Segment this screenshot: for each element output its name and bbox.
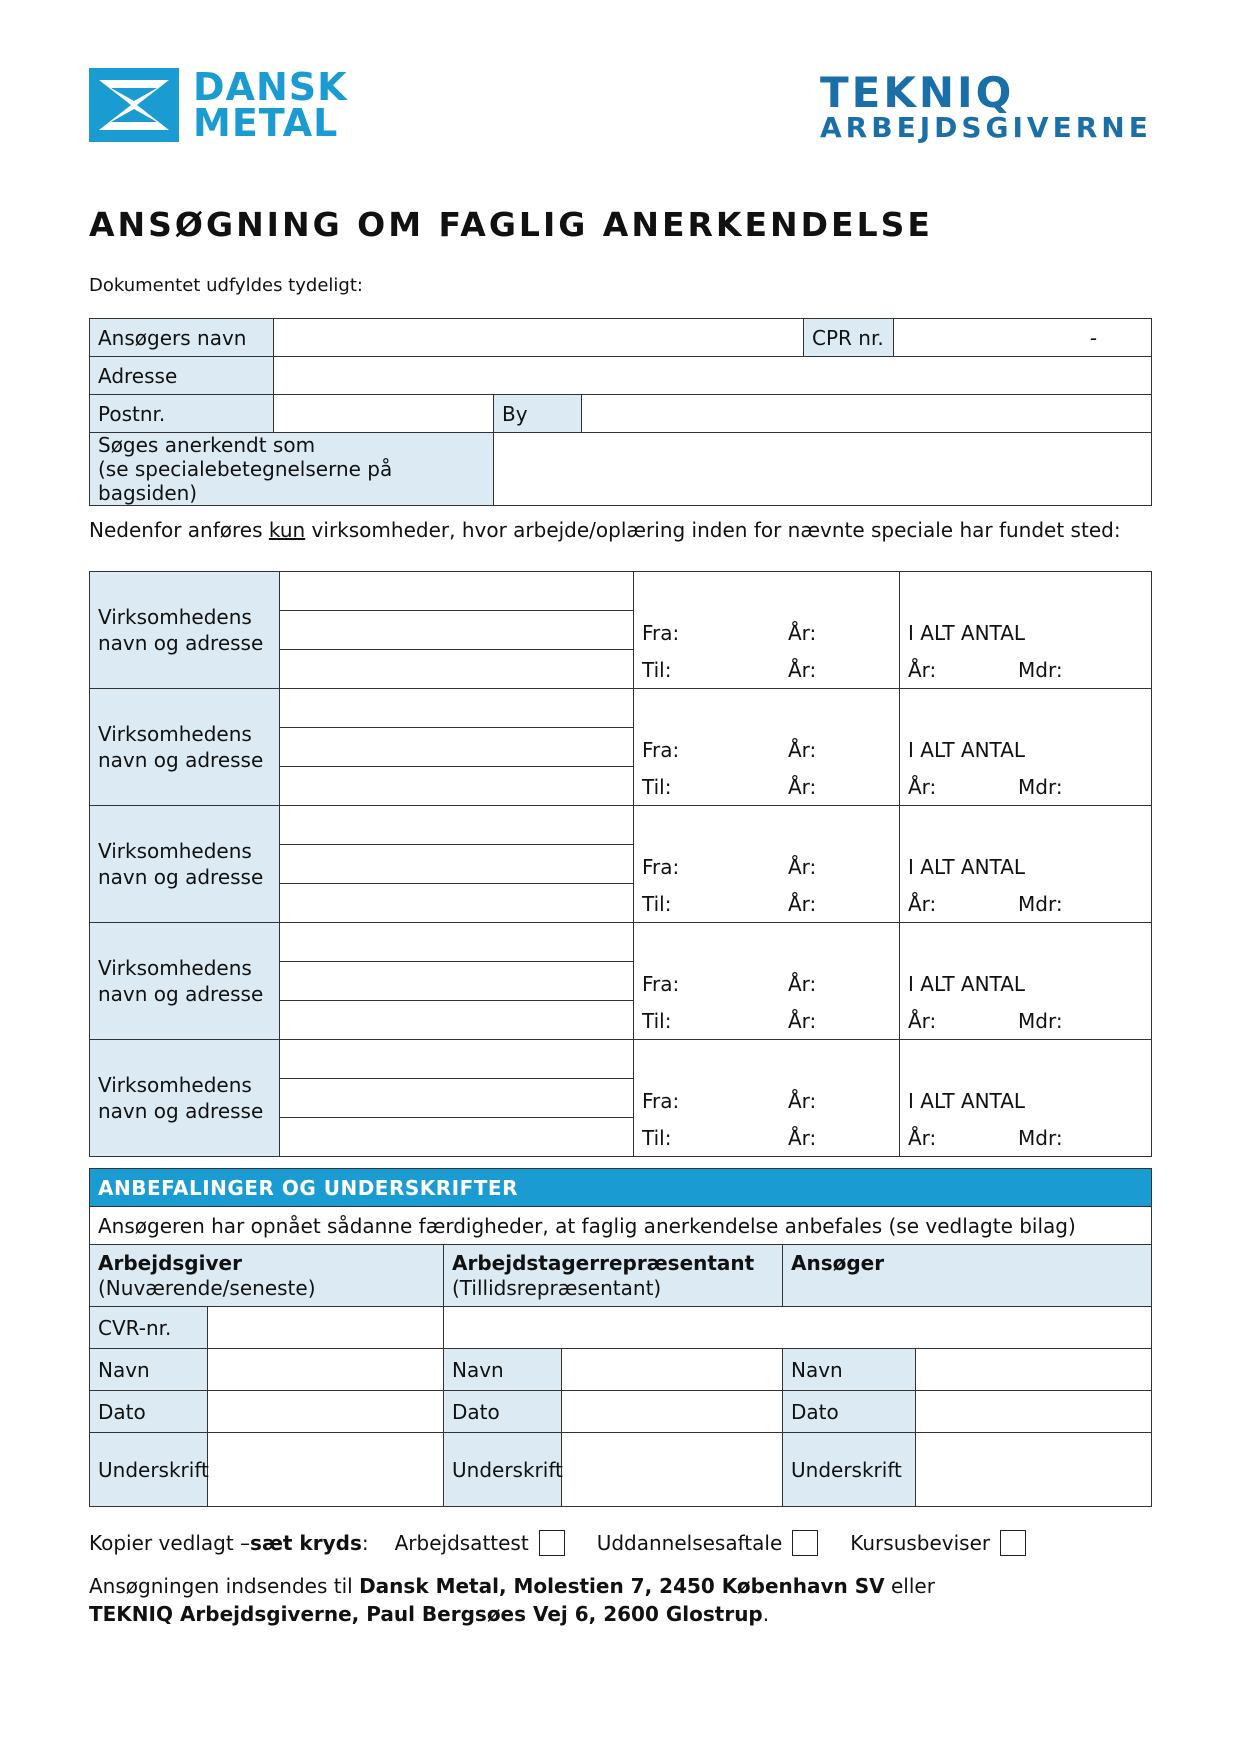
send-instructions xyxy=(89,1572,935,1628)
cvr-empty xyxy=(444,1307,1152,1349)
year-label: År: xyxy=(908,1125,937,1150)
company-label-line1: Virksomhedens xyxy=(98,1073,252,1097)
year-label: År: xyxy=(788,1088,817,1113)
company-line-field[interactable] xyxy=(280,689,634,728)
company-label-line1: Virksomhedens xyxy=(98,605,252,629)
total-label: I ALT ANTAL xyxy=(908,971,1026,996)
company-label-line2: navn og adresse xyxy=(98,631,264,655)
applicant-signature-label: Underskrift xyxy=(783,1433,916,1507)
send-line1-prefix: Ansøgningen indsendes til xyxy=(89,1574,360,1598)
from-label: Fra: xyxy=(642,1088,680,1113)
months-label: Mdr: xyxy=(1018,1008,1063,1033)
city-label: By xyxy=(494,395,582,433)
employer-signature-label: Underskrift xyxy=(90,1433,208,1507)
recommendations-table xyxy=(89,1168,1152,1507)
address-field[interactable] xyxy=(274,357,1152,395)
company-period[interactable] xyxy=(634,806,900,923)
company-label-line2: navn og adresse xyxy=(98,748,264,772)
rep-title: Arbejdstagerrepræsentant xyxy=(452,1251,755,1275)
company-label-line1: Virksomhedens xyxy=(98,956,252,980)
months-label: Mdr: xyxy=(1018,774,1063,799)
cvr-field[interactable] xyxy=(208,1307,444,1349)
recognized-as-line1: Søges anerkendt som xyxy=(98,433,316,457)
to-label: Til: xyxy=(642,1125,672,1150)
send-line1-address: Dansk Metal, Molestien 7, 2450 København SV xyxy=(359,1574,885,1598)
company-label-line2: navn og adresse xyxy=(98,982,264,1006)
company-label-line2: navn og adresse xyxy=(98,1099,264,1123)
year-label: År: xyxy=(788,891,817,916)
employer-title: Arbejdsgiver xyxy=(98,1251,242,1275)
company-total[interactable] xyxy=(900,806,1152,923)
company-total[interactable] xyxy=(900,1040,1152,1157)
rep-date-label: Dato xyxy=(444,1391,562,1433)
dansk-metal-logo xyxy=(89,65,348,145)
intro-after: virksomheder, hvor arbejde/oplæring inden for nævnte speciale har fundet sted: xyxy=(305,518,1121,542)
to-label: Til: xyxy=(642,891,672,916)
from-label: Fra: xyxy=(642,854,680,879)
companies-intro xyxy=(89,518,1121,542)
year-label: År: xyxy=(908,657,937,682)
copies-item-arbejdsattest: Arbejdsattest xyxy=(394,1531,529,1555)
applicant-signature-field[interactable] xyxy=(916,1433,1152,1507)
applicant-title: Ansøger xyxy=(791,1251,885,1275)
checkbox-uddannelsesaftale[interactable] xyxy=(792,1530,818,1556)
applicant-table xyxy=(89,318,1152,506)
total-label: I ALT ANTAL xyxy=(908,620,1026,645)
company-label xyxy=(90,1040,280,1157)
employer-date-field[interactable] xyxy=(208,1391,444,1433)
company-line-field[interactable] xyxy=(280,1118,634,1157)
intro-before: Nedenfor anføres xyxy=(89,518,269,542)
year-label: År: xyxy=(788,854,817,879)
recognized-as-field[interactable] xyxy=(494,433,1152,506)
recognized-as-label xyxy=(90,433,494,506)
year-label: År: xyxy=(788,971,817,996)
company-line-field[interactable] xyxy=(280,1040,634,1079)
year-label: År: xyxy=(908,774,937,799)
rep-signature-field[interactable] xyxy=(562,1433,783,1507)
postal-label: Postnr. xyxy=(90,395,274,433)
from-label: Fra: xyxy=(642,737,680,762)
employer-heading xyxy=(90,1245,444,1307)
employer-subtitle: (Nuværende/seneste) xyxy=(98,1276,316,1300)
employer-name-field[interactable] xyxy=(208,1349,444,1391)
applicant-name-label-2: Navn xyxy=(783,1349,916,1391)
copies-prefix: Kopier vedlagt – xyxy=(89,1531,251,1555)
applicant-name-field[interactable] xyxy=(274,319,804,357)
rep-name-label: Navn xyxy=(444,1349,562,1391)
applicant-heading xyxy=(783,1245,1152,1307)
company-period[interactable] xyxy=(634,923,900,1040)
rep-date-field[interactable] xyxy=(562,1391,783,1433)
intro-underlined: kun xyxy=(268,518,306,542)
dansk-metal-line2: METAL xyxy=(193,101,339,145)
company-line-field[interactable] xyxy=(280,767,634,806)
company-line-field[interactable] xyxy=(280,845,634,884)
cpr-label: CPR nr. xyxy=(804,319,894,357)
year-label: År: xyxy=(788,774,817,799)
checkbox-arbejdsattest[interactable] xyxy=(539,1530,565,1556)
company-label xyxy=(90,572,280,689)
copies-row xyxy=(89,1530,1058,1556)
copies-item-uddannelsesaftale: Uddannelsesaftale xyxy=(596,1531,783,1555)
total-label: I ALT ANTAL xyxy=(908,1088,1026,1113)
rep-subtitle: (Tillidsrepræsentant) xyxy=(452,1276,662,1300)
recommendations-intro: Ansøgeren har opnået sådanne færdigheder, at faglig anerkendelse anbefales (se vedlagte bilag) xyxy=(90,1207,1152,1245)
company-label xyxy=(90,923,280,1040)
tekniq-logo xyxy=(820,68,1152,144)
company-line-field[interactable] xyxy=(280,806,634,845)
cpr-field[interactable] xyxy=(894,319,1152,357)
recognized-as-line2: (se specialebetegnelserne på bagsiden) xyxy=(98,457,393,505)
tekniq-line1: TEKNIQ xyxy=(820,68,1015,117)
applicant-name-field-2[interactable] xyxy=(916,1349,1152,1391)
city-field[interactable] xyxy=(582,395,1152,433)
cvr-label: CVR-nr. xyxy=(90,1307,208,1349)
company-line-field[interactable] xyxy=(280,884,634,923)
checkbox-kursusbeviser[interactable] xyxy=(1000,1530,1026,1556)
send-line2-suffix: . xyxy=(762,1602,770,1626)
company-line-field[interactable] xyxy=(280,728,634,767)
company-total[interactable] xyxy=(900,689,1152,806)
total-label: I ALT ANTAL xyxy=(908,737,1026,762)
year-label: År: xyxy=(908,891,937,916)
company-total[interactable] xyxy=(900,572,1152,689)
year-label: År: xyxy=(788,737,817,762)
company-period[interactable] xyxy=(634,1040,900,1157)
from-label: Fra: xyxy=(642,971,680,996)
rep-signature-label: Underskrift xyxy=(444,1433,562,1507)
from-label: Fra: xyxy=(642,620,680,645)
postal-field[interactable] xyxy=(274,395,494,433)
copies-bold: sæt kryds xyxy=(250,1531,362,1555)
total-label: I ALT ANTAL xyxy=(908,854,1026,879)
employer-date-label: Dato xyxy=(90,1391,208,1433)
year-label: År: xyxy=(788,1008,817,1033)
cpr-separator: - xyxy=(1089,325,1098,350)
send-line1-suffix: eller xyxy=(884,1574,935,1598)
company-label-line1: Virksomhedens xyxy=(98,722,252,746)
year-label: År: xyxy=(908,1008,937,1033)
company-label-line1: Virksomhedens xyxy=(98,839,252,863)
company-period[interactable] xyxy=(634,689,900,806)
to-label: Til: xyxy=(642,774,672,799)
dansk-metal-line1: DANSK xyxy=(193,65,348,109)
company-line-field[interactable] xyxy=(280,650,634,689)
dansk-metal-emblem-icon xyxy=(89,68,179,142)
applicant-date-label: Dato xyxy=(783,1391,916,1433)
company-line-field[interactable] xyxy=(280,923,634,962)
copies-colon: : xyxy=(361,1531,369,1555)
applicant-date-field[interactable] xyxy=(916,1391,1152,1433)
company-label-line2: navn og adresse xyxy=(98,865,264,889)
fill-note: Dokumentet udfyldes tydeligt: xyxy=(89,275,363,296)
to-label: Til: xyxy=(642,657,672,682)
year-label: År: xyxy=(788,620,817,645)
company-line-field[interactable] xyxy=(280,962,634,1001)
to-label: Til: xyxy=(642,1008,672,1033)
year-label: År: xyxy=(788,657,817,682)
rep-heading xyxy=(444,1245,783,1307)
company-line-field[interactable] xyxy=(280,572,634,611)
companies-table xyxy=(89,571,1152,1157)
company-line-field[interactable] xyxy=(280,611,634,650)
tekniq-line2: ARBEJDSGIVERNE xyxy=(820,111,1152,144)
applicant-name-label: Ansøgers navn xyxy=(90,319,274,357)
rep-name-field[interactable] xyxy=(562,1349,783,1391)
recommendations-header: ANBEFALINGER OG UNDERSKRIFTER xyxy=(90,1169,1152,1207)
company-total[interactable] xyxy=(900,923,1152,1040)
months-label: Mdr: xyxy=(1018,1125,1063,1150)
months-label: Mdr: xyxy=(1018,657,1063,682)
company-period[interactable] xyxy=(634,572,900,689)
company-line-field[interactable] xyxy=(280,1001,634,1040)
copies-item-kursusbeviser: Kursusbeviser xyxy=(850,1531,991,1555)
company-label xyxy=(90,806,280,923)
send-line2-address: TEKNIQ Arbejdsgiverne, Paul Bergsøes Vej 6, 2600 Glostrup xyxy=(89,1602,763,1626)
employer-signature-field[interactable] xyxy=(208,1433,444,1507)
year-label: År: xyxy=(788,1125,817,1150)
company-line-field[interactable] xyxy=(280,1079,634,1118)
address-label: Adresse xyxy=(90,357,274,395)
employer-name-label: Navn xyxy=(90,1349,208,1391)
page-title: ANSØGNING OM FAGLIG ANERKENDELSE xyxy=(89,205,933,244)
company-label xyxy=(90,689,280,806)
months-label: Mdr: xyxy=(1018,891,1063,916)
